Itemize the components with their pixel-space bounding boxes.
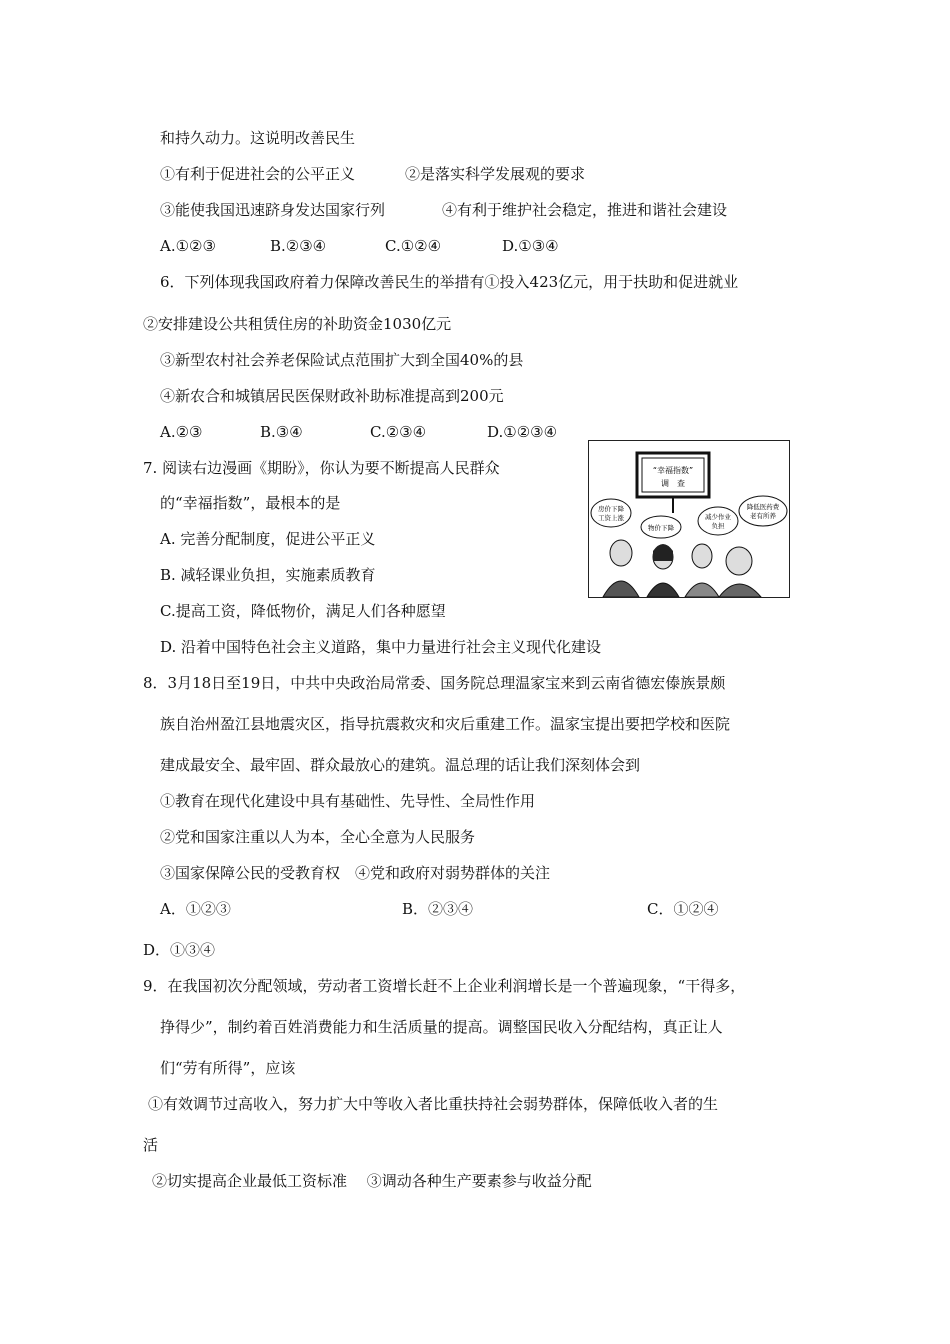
text-line: ②是落实科学发展观的要求: [405, 165, 586, 183]
person-figure: [603, 540, 639, 597]
survey-sign: [637, 453, 709, 497]
option-c: C.①②④: [385, 237, 442, 255]
option-d: D.①②③④: [487, 423, 558, 441]
person-figure: [719, 547, 761, 597]
sign-text: 调 查: [661, 479, 685, 488]
text-line: 们“劳有所得”，应该: [160, 1059, 296, 1077]
option-b: B．②③④: [402, 900, 474, 918]
option-c: C．①②④: [647, 900, 719, 918]
text-line: 族自治州盈江县地震灾区，指导抗震救灾和灾后重建工作。温家宝提出要把学校和医院: [160, 715, 731, 733]
bubble-text: 工资上涨: [598, 514, 624, 522]
text-line: ②安排建设公共租赁住房的补助资金1030亿元: [143, 315, 452, 333]
text-line: ④有利于维护社会稳定，推进和谐社会建设: [442, 201, 728, 219]
text-line: ③国家保障公民的受教育权 ④党和政府对弱势群体的关注: [160, 864, 551, 882]
question-8: 8．3月18日至19日，中共中央政治局常委、国务院总理温家宝来到云南省德宏傣族景颇: [143, 674, 726, 692]
option-d: D．①③④: [143, 941, 216, 959]
bubble-text: 减少作业: [705, 513, 731, 521]
option-a: A.②③: [160, 423, 203, 441]
option-d: D.①③④: [502, 237, 559, 255]
text-line: ①有效调节过高收入，努力扩大中等收入者比重扶持社会弱势群体，保障低收入者的生: [148, 1095, 719, 1113]
bubble-text: 房价下降: [598, 505, 624, 513]
text-line: ③能使我国迅速跻身发达国家行列: [160, 201, 386, 219]
person-figure: [685, 544, 719, 597]
option-a: A.①②③: [160, 237, 216, 255]
question-6: 6．下列体现我国政府着力保障改善民生的举措有①投入423亿元，用于扶助和促进就业: [160, 273, 739, 291]
text-line: ④新农合和城镇居民医保财政补助标准提高到200元: [160, 387, 504, 405]
speech-bubble: [591, 499, 631, 527]
option-a: A．①②③: [160, 900, 231, 918]
bubble-text: 负担: [711, 522, 725, 530]
sign-text: “幸福指数”: [652, 466, 694, 475]
option-c: C.②③④: [370, 423, 427, 441]
text-line: 的“幸福指数”，最根本的是: [160, 494, 341, 512]
text-line: ①有利于促进社会的公平正义: [160, 165, 356, 183]
text-line: 活: [143, 1136, 159, 1154]
bubble-text: 物价下降: [648, 524, 674, 532]
bubble-text: 降低医药费: [746, 503, 780, 511]
text-line: ②切实提高企业最低工资标准 ③调动各种生产要素参与收益分配: [152, 1172, 592, 1190]
bubble-text: 老有所养: [750, 512, 776, 520]
question-9: 9．在我国初次分配领域，劳动者工资增长赶不上企业利润增长是一个普遍现象，“干得多，: [143, 977, 746, 995]
text-line: 挣得少”，制约着百姓消费能力和生活质量的提高。调整国民收入分配结构，真正让人: [160, 1018, 723, 1036]
speech-bubble: [698, 507, 738, 535]
text-line: ③新型农村社会养老保险试点范围扩大到全国40%的县: [160, 351, 524, 369]
option-d: D. 沿着中国特色社会主义道路，集中力量进行社会主义现代化建设: [160, 638, 602, 656]
speech-bubble: [739, 496, 787, 526]
question-7: 7. 阅读右边漫画《期盼》，你认为要不断提高人民群众: [143, 459, 500, 477]
option-c: C.提高工资，降低物价，满足人们各种愿望: [160, 602, 446, 620]
option-b: B.③④: [260, 423, 303, 441]
person-figure: [647, 544, 679, 597]
text-line: ①教育在现代化建设中具有基础性、先导性、全局性作用: [160, 792, 536, 810]
cartoon-image: [588, 440, 790, 598]
option-a: A. 完善分配制度，促进公平正义: [160, 530, 376, 548]
option-b: B.②③④: [270, 237, 327, 255]
text-line: ②党和国家注重以人为本，全心全意为人民服务: [160, 828, 476, 846]
text-line: 和持久动力。这说明改善民生: [160, 129, 356, 147]
option-b: B. 减轻课业负担，实施素质教育: [160, 566, 376, 584]
text-line: 建成最安全、最牢固、群众最放心的建筑。温总理的话让我们深刻体会到: [160, 756, 641, 774]
